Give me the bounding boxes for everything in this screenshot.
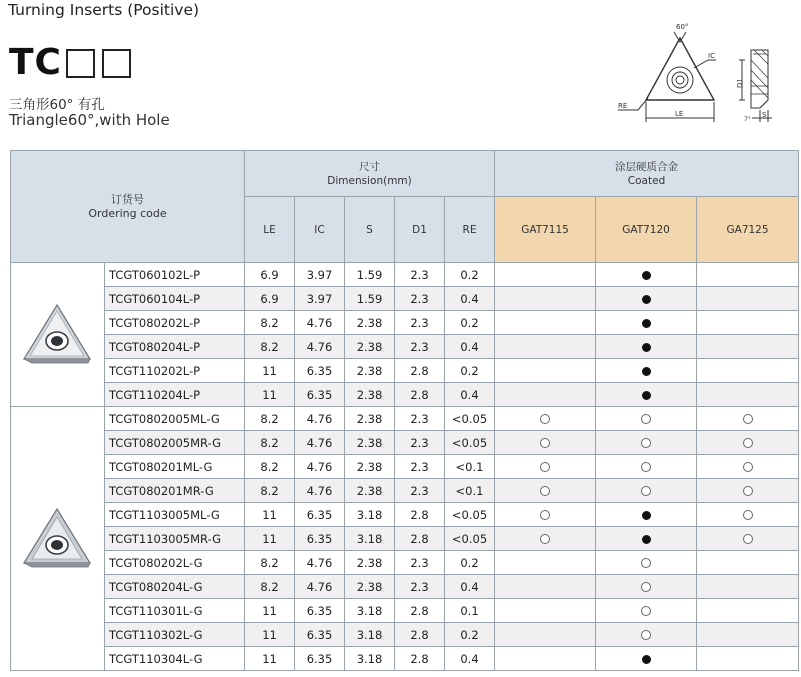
open-circle-icon (641, 414, 651, 424)
grade-cell-1 (495, 551, 596, 575)
table-row (11, 503, 799, 527)
grade-cell-3 (697, 407, 799, 431)
ordering-table (10, 150, 799, 671)
dimension-cell-le: 11 (245, 527, 295, 551)
dimension-cell-d1: 2.8 (395, 623, 445, 647)
filled-dot-icon (642, 295, 651, 304)
dimension-cell-s: 3.18 (345, 599, 395, 623)
grade-cell-3 (697, 551, 799, 575)
dimension-cell-s: 1.59 (345, 263, 395, 287)
dimension-cell-s: 3.18 (345, 647, 395, 671)
ordering-code-cell: TCGT060104L-P (105, 287, 245, 311)
dimension-cell-s: 3.18 (345, 623, 395, 647)
table-row (11, 551, 799, 575)
grade-cell-1 (495, 335, 596, 359)
dimension-cell-d1: 2.8 (395, 647, 445, 671)
document-title: Turning Inserts (Positive) (8, 1, 200, 19)
open-circle-icon (743, 414, 753, 424)
dimension-cell-d1: 2.8 (395, 383, 445, 407)
grade-cell-2 (596, 551, 697, 575)
open-circle-icon (743, 486, 753, 496)
dimension-cell-ic: 4.76 (295, 407, 345, 431)
dimension-cell-re: <0.05 (445, 407, 495, 431)
le-label: LE (675, 110, 684, 118)
column-header-re: RE (445, 197, 495, 263)
ordering-code-cell: TCGT110302L-G (105, 623, 245, 647)
dimension-cell-le: 8.2 (245, 407, 295, 431)
open-circle-icon (641, 462, 651, 472)
grade-cell-3 (697, 383, 799, 407)
coated-header (495, 151, 799, 197)
grade-cell-2 (596, 335, 697, 359)
grade-cell-3 (697, 455, 799, 479)
ordering-code-cell: TCGT080202L-G (105, 551, 245, 575)
grade-cell-3 (697, 599, 799, 623)
dimension-cell-ic: 3.97 (295, 263, 345, 287)
dimension-cell-s: 2.38 (345, 551, 395, 575)
table-row (11, 335, 799, 359)
grade-cell-3 (697, 575, 799, 599)
dimension-cell-s: 2.38 (345, 383, 395, 407)
dimension-cell-ic: 4.76 (295, 575, 345, 599)
ordering-code-cell: TCGT080201ML-G (105, 455, 245, 479)
ordering-code-cell: TCGT1103005ML-G (105, 503, 245, 527)
dimension-cell-re: <0.05 (445, 527, 495, 551)
dimension-cell-le: 11 (245, 647, 295, 671)
dimension-cell-s: 1.59 (345, 287, 395, 311)
grade-cell-3 (697, 311, 799, 335)
table-row (11, 455, 799, 479)
dimension-cell-s: 2.38 (345, 431, 395, 455)
grade-cell-1 (495, 431, 596, 455)
filled-dot-icon (642, 535, 651, 544)
ic-label: IC (708, 52, 715, 60)
dimension-cell-le: 11 (245, 383, 295, 407)
grade-cell-1 (495, 647, 596, 671)
open-circle-icon (743, 462, 753, 472)
dimension-cell-re: <0.05 (445, 431, 495, 455)
dimension-cell-d1: 2.8 (395, 503, 445, 527)
dimension-cell-ic: 3.97 (295, 287, 345, 311)
dimension-cell-re: 0.4 (445, 335, 495, 359)
dimension-cell-re: <0.1 (445, 455, 495, 479)
d1-label: D1 (736, 78, 744, 88)
dimension-cell-ic: 6.35 (295, 503, 345, 527)
open-circle-icon (641, 486, 651, 496)
grade-cell-2 (596, 383, 697, 407)
dimension-cell-s: 3.18 (345, 503, 395, 527)
dimension-header-cn: 尺寸 (359, 160, 381, 173)
column-header-grade-1: GAT7115 (495, 197, 596, 263)
dimension-cell-re: 0.2 (445, 359, 495, 383)
grade-cell-2 (596, 623, 697, 647)
ordering-code-cell: TCGT080202L-P (105, 311, 245, 335)
series-code-text: TC (9, 42, 62, 83)
dimension-cell-le: 11 (245, 623, 295, 647)
ordering-code-header-en: Ordering code (88, 206, 167, 220)
dimension-cell-ic: 4.76 (295, 335, 345, 359)
dimension-cell-ic: 4.76 (295, 551, 345, 575)
grade-cell-3 (697, 287, 799, 311)
dimension-cell-re: 0.4 (445, 287, 495, 311)
column-header-d1: D1 (395, 197, 445, 263)
grade-cell-1 (495, 407, 596, 431)
grade-cell-3 (697, 335, 799, 359)
table-row (11, 263, 799, 287)
shape-description-en: Triangle60°,with Hole (9, 111, 170, 129)
filled-dot-icon (642, 271, 651, 280)
coated-header-en: Coated (627, 174, 666, 187)
open-circle-icon (540, 462, 550, 472)
dimension-cell-ic: 6.35 (295, 359, 345, 383)
dimension-cell-s: 3.18 (345, 527, 395, 551)
dimension-cell-s: 2.38 (345, 335, 395, 359)
ordering-code-cell: TCGT110204L-P (105, 383, 245, 407)
column-header-s: S (345, 197, 395, 263)
grade-cell-1 (495, 359, 596, 383)
dimension-cell-re: 0.2 (445, 263, 495, 287)
grade-cell-1 (495, 287, 596, 311)
ordering-code-header (11, 151, 245, 263)
dimension-cell-ic: 4.76 (295, 479, 345, 503)
grade-cell-3 (697, 479, 799, 503)
dimension-cell-re: 0.2 (445, 551, 495, 575)
filled-dot-icon (642, 343, 651, 352)
table-row (11, 383, 799, 407)
grade-cell-2 (596, 431, 697, 455)
code-placeholder-box (66, 49, 95, 78)
dimension-cell-le: 6.9 (245, 287, 295, 311)
dimension-cell-d1: 2.3 (395, 287, 445, 311)
dimension-cell-le: 11 (245, 599, 295, 623)
grade-cell-2 (596, 455, 697, 479)
grade-cell-2 (596, 407, 697, 431)
table-row (11, 479, 799, 503)
open-circle-icon (641, 606, 651, 616)
filled-dot-icon (642, 319, 651, 328)
table-row (11, 527, 799, 551)
s-label: S (762, 111, 767, 119)
dimension-cell-re: 0.4 (445, 647, 495, 671)
grade-cell-3 (697, 431, 799, 455)
insert-g-image (11, 407, 105, 671)
dimension-cell-d1: 2.8 (395, 599, 445, 623)
table-row (11, 407, 799, 431)
dimension-header-en: Dimension(mm) (327, 174, 412, 187)
table-row (11, 311, 799, 335)
dimension-cell-re: 0.2 (445, 623, 495, 647)
column-header-grade-3: GA7125 (697, 197, 799, 263)
dimension-cell-le: 8.2 (245, 479, 295, 503)
dimension-cell-le: 8.2 (245, 455, 295, 479)
grade-cell-1 (495, 599, 596, 623)
ordering-code-cell: TCGT110301L-G (105, 599, 245, 623)
dimension-cell-ic: 4.76 (295, 311, 345, 335)
dimension-cell-d1: 2.3 (395, 479, 445, 503)
grade-cell-1 (495, 311, 596, 335)
grade-cell-1 (495, 623, 596, 647)
shape-description-cn: 三角形60° 有孔 (9, 97, 105, 113)
dimension-cell-ic: 4.76 (295, 431, 345, 455)
dimension-cell-le: 6.9 (245, 263, 295, 287)
dimension-cell-d1: 2.8 (395, 527, 445, 551)
grade-cell-2 (596, 503, 697, 527)
dimension-cell-le: 8.2 (245, 575, 295, 599)
insert-g-icon (18, 562, 98, 576)
grade-cell-1 (495, 479, 596, 503)
ordering-code-cell: TCGT080204L-G (105, 575, 245, 599)
dimension-cell-le: 8.2 (245, 551, 295, 575)
grade-cell-2 (596, 359, 697, 383)
dimension-cell-ic: 6.35 (295, 647, 345, 671)
ordering-code-cell: TCGT1103005MR-G (105, 527, 245, 551)
dimension-cell-ic: 6.35 (295, 527, 345, 551)
ordering-code-cell: TCGT0802005MR-G (105, 431, 245, 455)
open-circle-icon (641, 438, 651, 448)
table-row (11, 287, 799, 311)
dimension-cell-d1: 2.3 (395, 575, 445, 599)
grade-cell-3 (697, 647, 799, 671)
dimension-cell-d1: 2.3 (395, 263, 445, 287)
dimension-header (245, 151, 495, 197)
column-header-ic: IC (295, 197, 345, 263)
dimension-cell-re: <0.05 (445, 503, 495, 527)
dimension-cell-re: 0.4 (445, 383, 495, 407)
grade-cell-2 (596, 311, 697, 335)
dimension-cell-s: 2.38 (345, 479, 395, 503)
grade-cell-2 (596, 527, 697, 551)
grade-cell-2 (596, 287, 697, 311)
ordering-code-cell: TCGT110202L-P (105, 359, 245, 383)
table-row (11, 431, 799, 455)
ordering-code-cell: TCGT080201MR-G (105, 479, 245, 503)
dimension-cell-re: 0.1 (445, 599, 495, 623)
dimension-cell-re: <0.1 (445, 479, 495, 503)
grade-cell-1 (495, 527, 596, 551)
ordering-code-cell: TCGT060102L-P (105, 263, 245, 287)
grade-cell-1 (495, 455, 596, 479)
dimension-cell-s: 2.38 (345, 359, 395, 383)
open-circle-icon (540, 534, 550, 544)
grade-cell-3 (697, 359, 799, 383)
filled-dot-icon (642, 367, 651, 376)
grade-cell-2 (596, 575, 697, 599)
series-code (9, 42, 131, 83)
table-row (11, 647, 799, 671)
grade-cell-2 (596, 263, 697, 287)
dimension-cell-ic: 6.35 (295, 599, 345, 623)
table-row (11, 359, 799, 383)
dimension-cell-le: 8.2 (245, 335, 295, 359)
dimension-cell-d1: 2.3 (395, 335, 445, 359)
grade-cell-3 (697, 623, 799, 647)
ordering-code-cell: TCGT0802005ML-G (105, 407, 245, 431)
dimension-cell-s: 2.38 (345, 575, 395, 599)
open-circle-icon (641, 630, 651, 640)
grade-cell-1 (495, 263, 596, 287)
insert-p-image (11, 263, 105, 407)
column-header-le: LE (245, 197, 295, 263)
filled-dot-icon (642, 655, 651, 664)
dimension-cell-d1: 2.8 (395, 359, 445, 383)
dimension-cell-ic: 6.35 (295, 623, 345, 647)
dimension-cell-s: 2.38 (345, 407, 395, 431)
grade-cell-1 (495, 383, 596, 407)
table-row (11, 575, 799, 599)
open-circle-icon (540, 510, 550, 520)
open-circle-icon (540, 486, 550, 496)
filled-dot-icon (642, 511, 651, 520)
insert-p-icon (18, 358, 98, 372)
dimension-cell-d1: 2.3 (395, 311, 445, 335)
insert-dimension-diagram (612, 20, 782, 128)
dimension-cell-s: 2.38 (345, 311, 395, 335)
angle-label: 60° (676, 23, 689, 31)
dimension-cell-le: 8.2 (245, 431, 295, 455)
open-circle-icon (743, 510, 753, 520)
code-placeholder-box (102, 49, 131, 78)
open-circle-icon (540, 414, 550, 424)
grade-cell-3 (697, 527, 799, 551)
dimension-cell-re: 0.2 (445, 311, 495, 335)
grade-cell-1 (495, 503, 596, 527)
open-circle-icon (743, 438, 753, 448)
dimension-cell-d1: 2.3 (395, 407, 445, 431)
column-header-grade-2: GAT7120 (596, 197, 697, 263)
filled-dot-icon (642, 391, 651, 400)
coated-header-cn: 涂层硬质合金 (615, 160, 679, 173)
ordering-code-header-cn: 订货号 (111, 192, 144, 206)
open-circle-icon (641, 582, 651, 592)
open-circle-icon (540, 438, 550, 448)
table-row (11, 599, 799, 623)
table-row (11, 623, 799, 647)
dimension-cell-d1: 2.3 (395, 551, 445, 575)
open-circle-icon (743, 534, 753, 544)
dimension-cell-ic: 6.35 (295, 383, 345, 407)
dimension-cell-re: 0.4 (445, 575, 495, 599)
grade-cell-2 (596, 647, 697, 671)
dimension-cell-s: 2.38 (345, 455, 395, 479)
grade-cell-3 (697, 503, 799, 527)
grade-cell-2 (596, 479, 697, 503)
dimension-cell-le: 11 (245, 503, 295, 527)
dimension-cell-d1: 2.3 (395, 455, 445, 479)
dimension-cell-le: 11 (245, 359, 295, 383)
grade-cell-3 (697, 263, 799, 287)
open-circle-icon (641, 558, 651, 568)
dimension-cell-d1: 2.3 (395, 431, 445, 455)
ordering-code-cell: TCGT110304L-G (105, 647, 245, 671)
dimension-cell-le: 8.2 (245, 311, 295, 335)
side-angle-label: 7° (744, 116, 751, 123)
grade-cell-2 (596, 599, 697, 623)
ordering-code-cell: TCGT080204L-P (105, 335, 245, 359)
re-label: RE (618, 102, 628, 110)
grade-cell-1 (495, 575, 596, 599)
dimension-cell-ic: 4.76 (295, 455, 345, 479)
